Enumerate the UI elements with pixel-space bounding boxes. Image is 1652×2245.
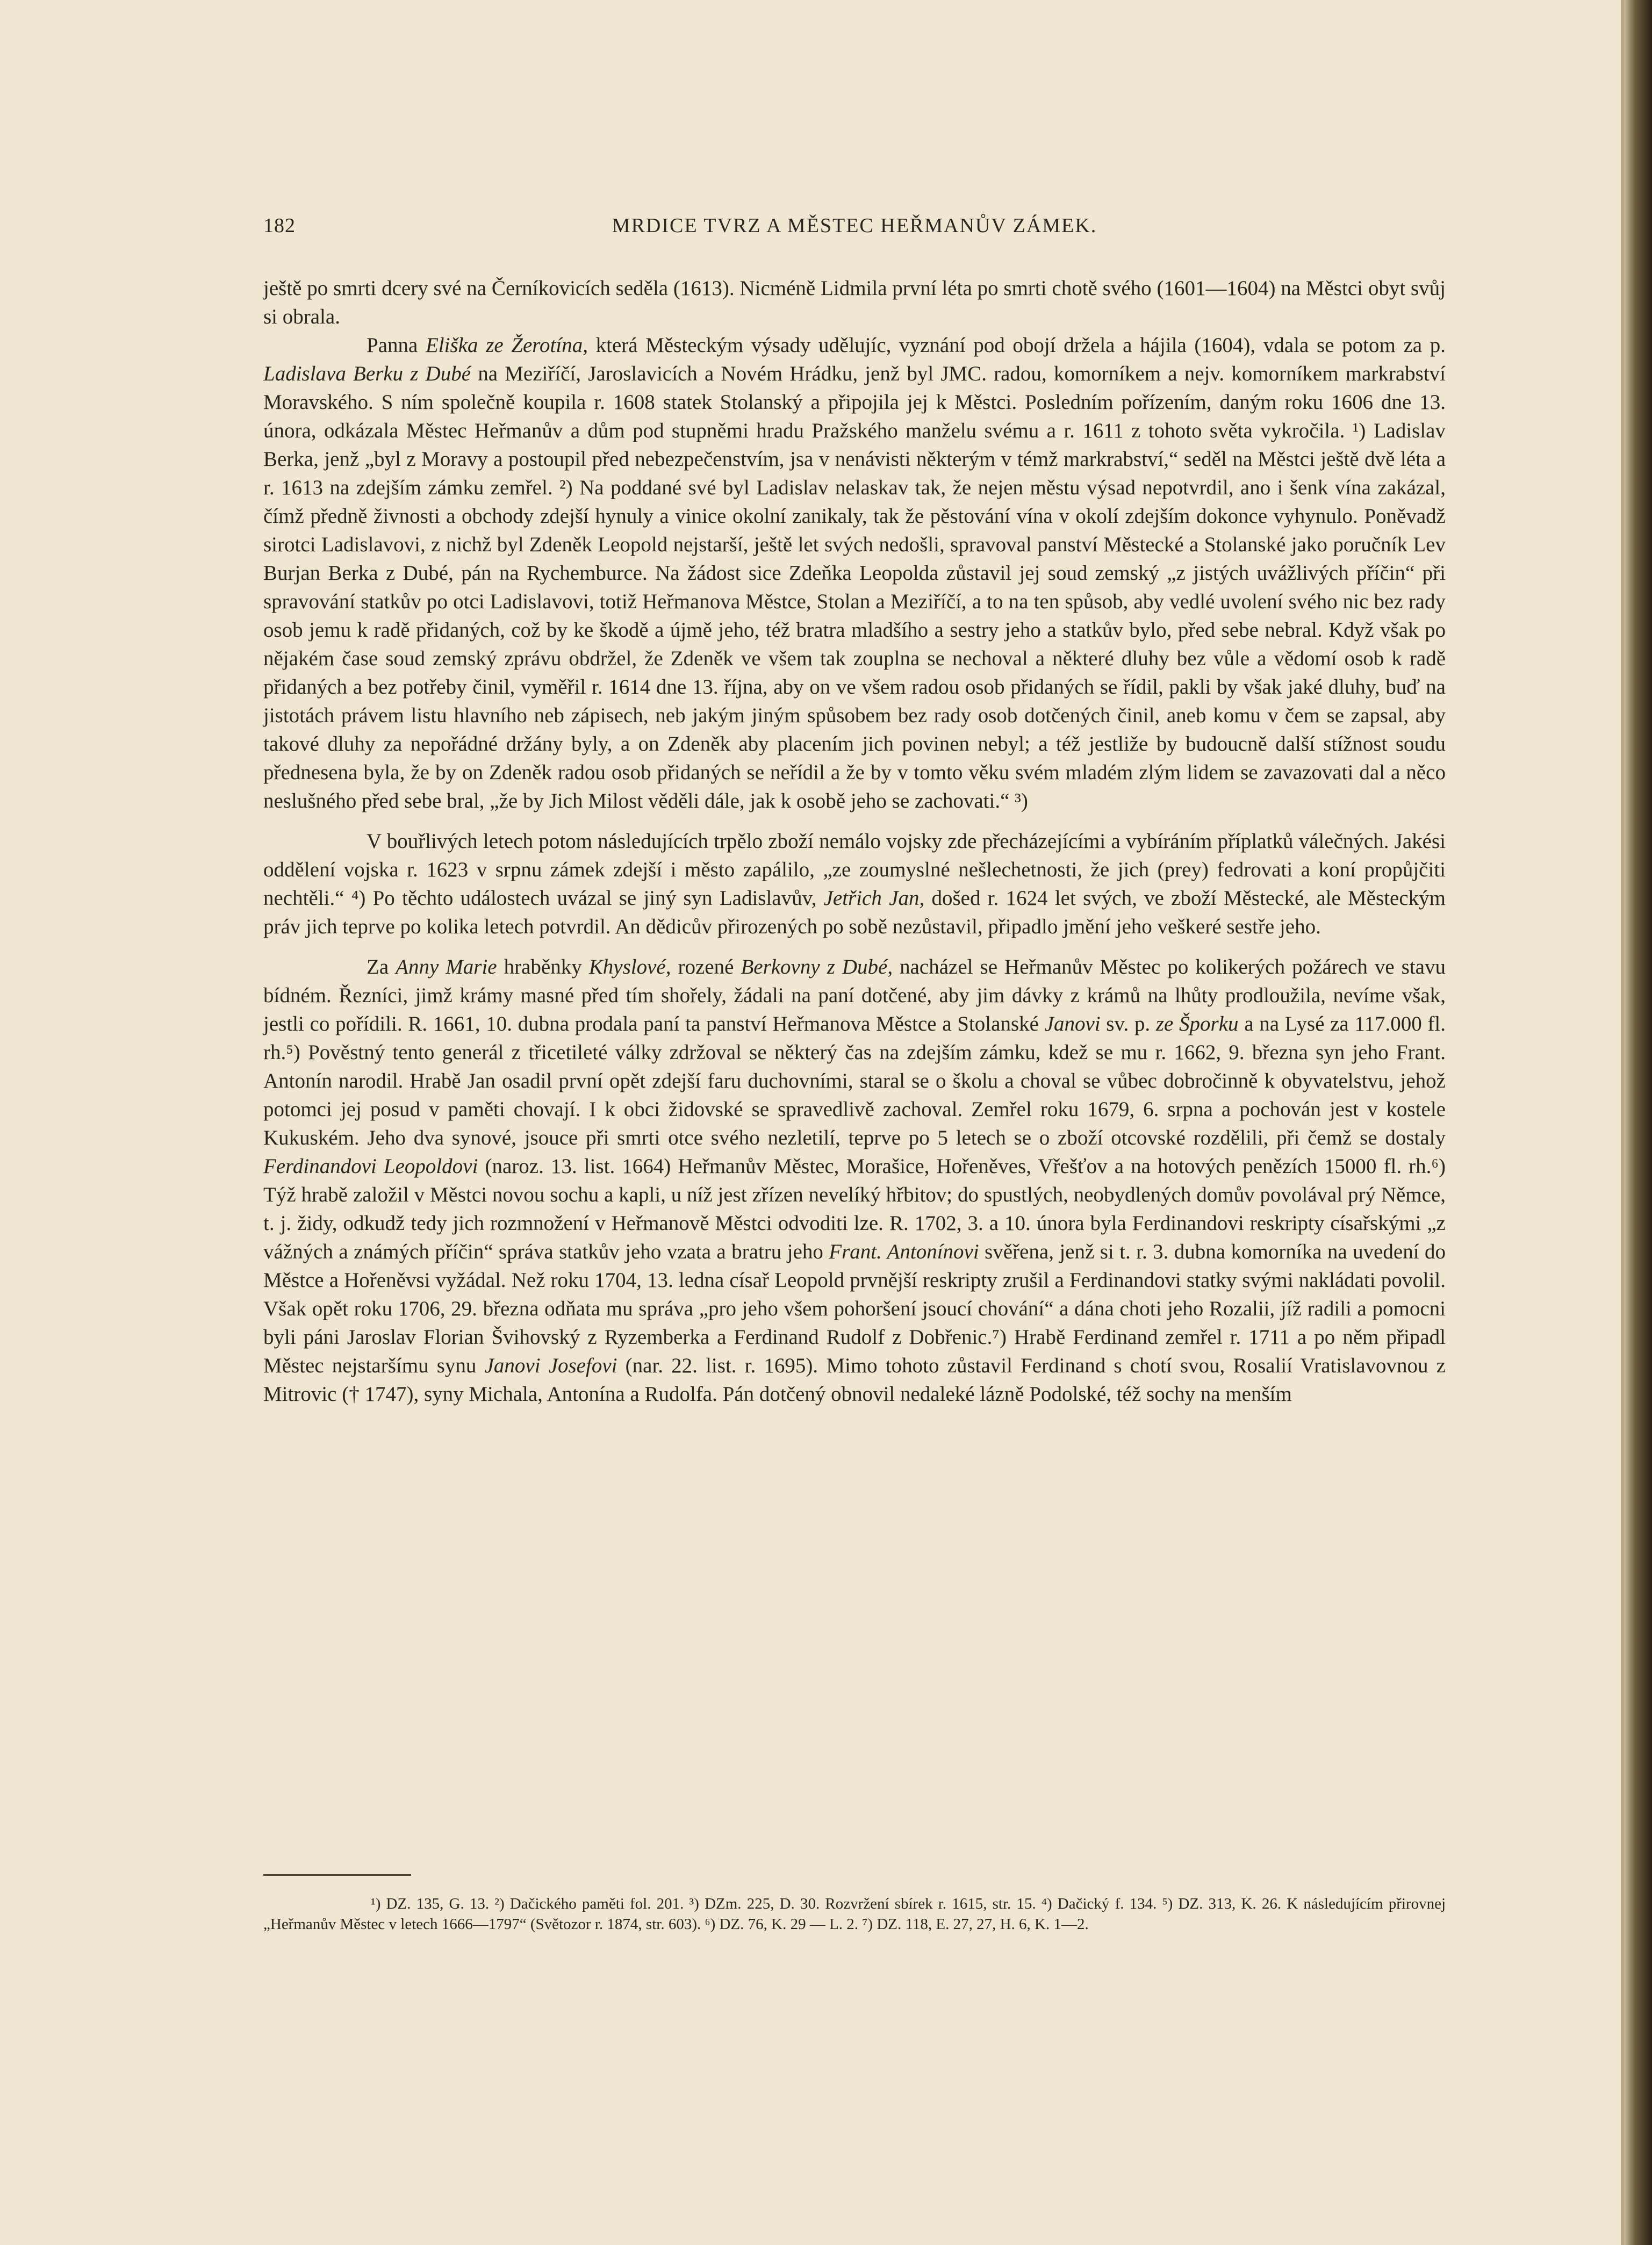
italic-name: Janovi Josefovi bbox=[484, 1354, 617, 1377]
text-run: hraběnky bbox=[497, 955, 589, 978]
text-run: nacházel se Heřmanův Městec po kolikerých požárech ve stavu bídném. Řezníci, jimž krámy masné před tím shořely, žádali na paní dotčené, aby jim dávky z krámů na lhůty prodloužila, nevíme však, jestli co pořídili. R. 1661, 10. dubna prodala paní ta panství Heřmanova Městce a Stolanské bbox=[263, 955, 1446, 1035]
footnotes bbox=[263, 1894, 1446, 1934]
text-run: rozené bbox=[671, 955, 741, 978]
footnote-text: ¹) DZ. 135, G. 13. ²) Dačického paměti fol. 201. ³) DZm. 225, D. 30. Rozvržení sbírek r. 1615, str. 15. ⁴) Dačický f. 134. ⁵) DZ. 313, K. 26. K následujícím přirovnej „Heřmanův Městec v letech 1666—1797“ (Světozor r. 1874, str. 603). ⁶) DZ. 76, K. 29 — L. 2. ⁷) DZ. 118, E. 27, 27, H. 6, K. 1—2. bbox=[263, 1895, 1446, 1933]
main-text bbox=[263, 274, 1446, 1408]
text-run: Za bbox=[367, 955, 396, 978]
text-run: sv. p. bbox=[1100, 1012, 1156, 1035]
page-number: 182 bbox=[263, 214, 296, 237]
italic-name: Berkovny z Dubé, bbox=[741, 955, 893, 978]
page-header bbox=[263, 214, 1446, 246]
italic-name: Eliška ze Žerotína, bbox=[425, 334, 588, 357]
italic-name: Anny Marie bbox=[396, 955, 497, 978]
text-run: svěřena, jenž si t. r. 3. dubna komorníka na uvedení do Městce a Hořeněvsi vyžádal. Než roku 1704, 13. ledna císař Leopold prvnější reskripty zrušil a Ferdinandovi statky svými nakládati povolil. Však opět roku 1706, 29. března odňata mu správa „pro jeho všem pohoršení jsoucí chování“ a dána choti jeho Rozalii, jíž radili a pomocni byli páni Jaroslav Florian Švihovský z Ryzemberka a Ferdinand Rudolf z Dobřenic.⁷) Hrabě Ferdinand zemřel r. 1711 a po něm připadl Městec nejstaršímu synu bbox=[263, 1240, 1446, 1377]
italic-name: ze Šporku bbox=[1155, 1012, 1239, 1035]
text-run: (naroz. 13. list. 1664) Heřmanův Městec, Morašice, Hořeněves, Vřešťov a na hotových penězích 15000 fl. rh.⁶) Týž hrabě založil v Městci novou sochu a kapli, u níž jest zřízen nevelíký hřbitov; do spustlých, neobydlených domův povolával prý Němce, t. j. židy, odkudž tedy jich rozmnožení v Heřmanově Městci odvoditi lze. R. 1702, 3. a 10. února byla Ferdinandovi reskripty císařskými „z vážných a známých příčin“ správa statkův jeho vzata a bratru jeho bbox=[263, 1155, 1446, 1263]
italic-name: Frant. Antonínovi bbox=[829, 1240, 979, 1263]
italic-name: Ferdinandovi Leopoldovi bbox=[263, 1155, 478, 1178]
paragraph-4 bbox=[263, 953, 1446, 1408]
italic-name: Janovi bbox=[1044, 1012, 1101, 1035]
text-run: která Městeckým výsady udělujíc, vyznání pod obojí držela a hájila (1604), vdala se potom za p. bbox=[587, 334, 1446, 357]
running-title: MRDICE TVRZ A MĚSTEC HEŘMANŮV ZÁMEK. bbox=[612, 214, 1097, 237]
footnote-rule bbox=[263, 1874, 411, 1876]
italic-name: Jetřich Jan, bbox=[823, 887, 925, 910]
text-run: došed r. 1624 let svých, ve zboží Městecké, ale Městeckým práv jich teprve po kolika letech potvrdil. An dědicův přirozených po sobě nezůstavil, připadlo jmění jeho veškeré sestře jeho. bbox=[263, 887, 1446, 938]
paragraph-2 bbox=[263, 331, 1446, 815]
text-run: Panna bbox=[367, 334, 426, 357]
italic-name: Ladislava Berku z Dubé bbox=[263, 362, 471, 385]
text-run: a na Lysé za 117.000 fl. rh.⁵) Pověstný tento generál z třicetileté války zdržoval se některý čas na zdejším zámku, kdež se mu r. 1662, 9. března syn jeho Frant. Antonín narodil. Hrabě Jan osadil první opět zdejší faru duchovními, staral se o školu a choval se vůbec dobročinně k obyvatelstvu, jehož potomci jej posud v paměti chovají. I k obci židovské se spravedlivě zachoval. Zemřel roku 1679, 6. srpna a pochován jest v kostele Kukuském. Jeho dva synové, jsouce při smrti otce svého nezletilí, teprve po 5 letech se o zboží otcovské rozdělili, při čemž se dostaly bbox=[263, 1012, 1446, 1149]
text-run: (nar. 22. list. r. 1695). Mimo tohoto zůstavil Ferdinand s chotí svou, Rosalií Vratislavovnou z Mitrovic († 1747), syny Michala, Antonína a Rudolfa. Pán dotčený obnovil nedaleké lázně Podolské, též sochy na menším bbox=[263, 1354, 1446, 1406]
book-binding-shadow bbox=[1624, 0, 1652, 2245]
italic-name: Khyslové, bbox=[588, 955, 671, 978]
text-run: V bouřlivých letech potom následujících trpělo zboží nemálo vojsky zde přecházejícími a vybíráním příplatků válečných. Jakési oddělení vojska r. 1623 v srpnu zámek zdejší i město zapálilo, „ze zoumyslné nešlechetnosti, že jich (prey) fedrovati a koní propůjčiti nechtěli.“ ⁴) Po těchto událostech uvázal se jiný syn Ladislavův, bbox=[263, 830, 1446, 910]
text-run: ještě po smrti dcery své na Černíkovicích seděla (1613). Nicméně Lidmila první léta po smrti chotě svého (1601—1604) na Městci obyt svůj si obrala. bbox=[263, 277, 1446, 328]
paragraph-1 bbox=[263, 274, 1446, 331]
text-run: na Meziříčí, Jaroslavicích a Novém Hrádku, jenž byl JMC. radou, komorníkem a nejv. komorníkem markrabství Moravského. S ním společně koupila r. 1608 statek Stolanský a připojila jej k Městci. Posledním pořízením, daným roku 1606 dne 13. února, odkázala Městec Heřmanův a dům pod stupněmi hradu Pražského manželu svému a r. 1611 z tohoto světa vykročila. ¹) Ladislav Berka, jenž „byl z Moravy a postoupil před nebezpečenstvím, jsa v nenávisti některým v témž markrabství,“ seděl na Městci ještě dvě léta a r. 1613 na zdejším zámku zemřel. ²) Na poddané své byl Ladislav nelaskav tak, že nejen městu výsad nepotvrdil, ano i šenk vína zakázal, čímž předně živnosti a obchody zdejší hynuly a vinice okolní zanikaly, tak že pěstování vína v okolí zdejším dokonce vyhynulo. Poněvadž sirotci Ladislavovi, z nichž byl Zdeněk Leopold nejstarší, ještě let svých nedošli, spravoval panství Městecké a Stolanské jako poručník Lev Burjan Berka z Dubé, pán na Rychemburce. Na žádost sice Zdeňka Leopolda zůstavil jej soud zemský „z jistých uvážlivých příčin“ při spravování statkův po otci Ladislavovi, totiž Heřmanova Městce, Stolan a Meziříčí, a to na ten spůsob, aby vedlé uvolení svého nic bez rady osob jemu k radě přidaných, což by ke škodě a újmě jeho, též bratra mladšího a sestry jeho a statkův bylo, před sebe nebral. Když však po nějakém čase soud zemský zprávu obdržel, že Zdeněk ve všem tak zouplna se nechoval a některé dluhy bez vůle a vědomí osob k radě přidaných a bez potřeby činil, vyměřil r. 1614 dne 13. října, aby on ve všem radou osob přidaných se řídil, pakli by však jaké dluhy, buď na jistotách právem listu hlavního neb zápisech, neb jakým jiným spůsobem bez rady osob dotčených činil, aneb komu v čem se zapsal, aby takové dluhy za nepořádné držány byly, a on Zdeněk aby placením jich povinen nebyl; a též jestliže by budoucně další stížnost soudu přednesena byla, že by on Zdeněk radou osob přidaných se neřídil a že by v tomto věku svém mladém zlým lidem se zavazovati dal a něco neslušného před sebe bral, „že by Jich Milost věděli dále, jak k osobě jeho se zachovati.“ ³) bbox=[263, 362, 1446, 812]
paragraph-3 bbox=[263, 827, 1446, 941]
